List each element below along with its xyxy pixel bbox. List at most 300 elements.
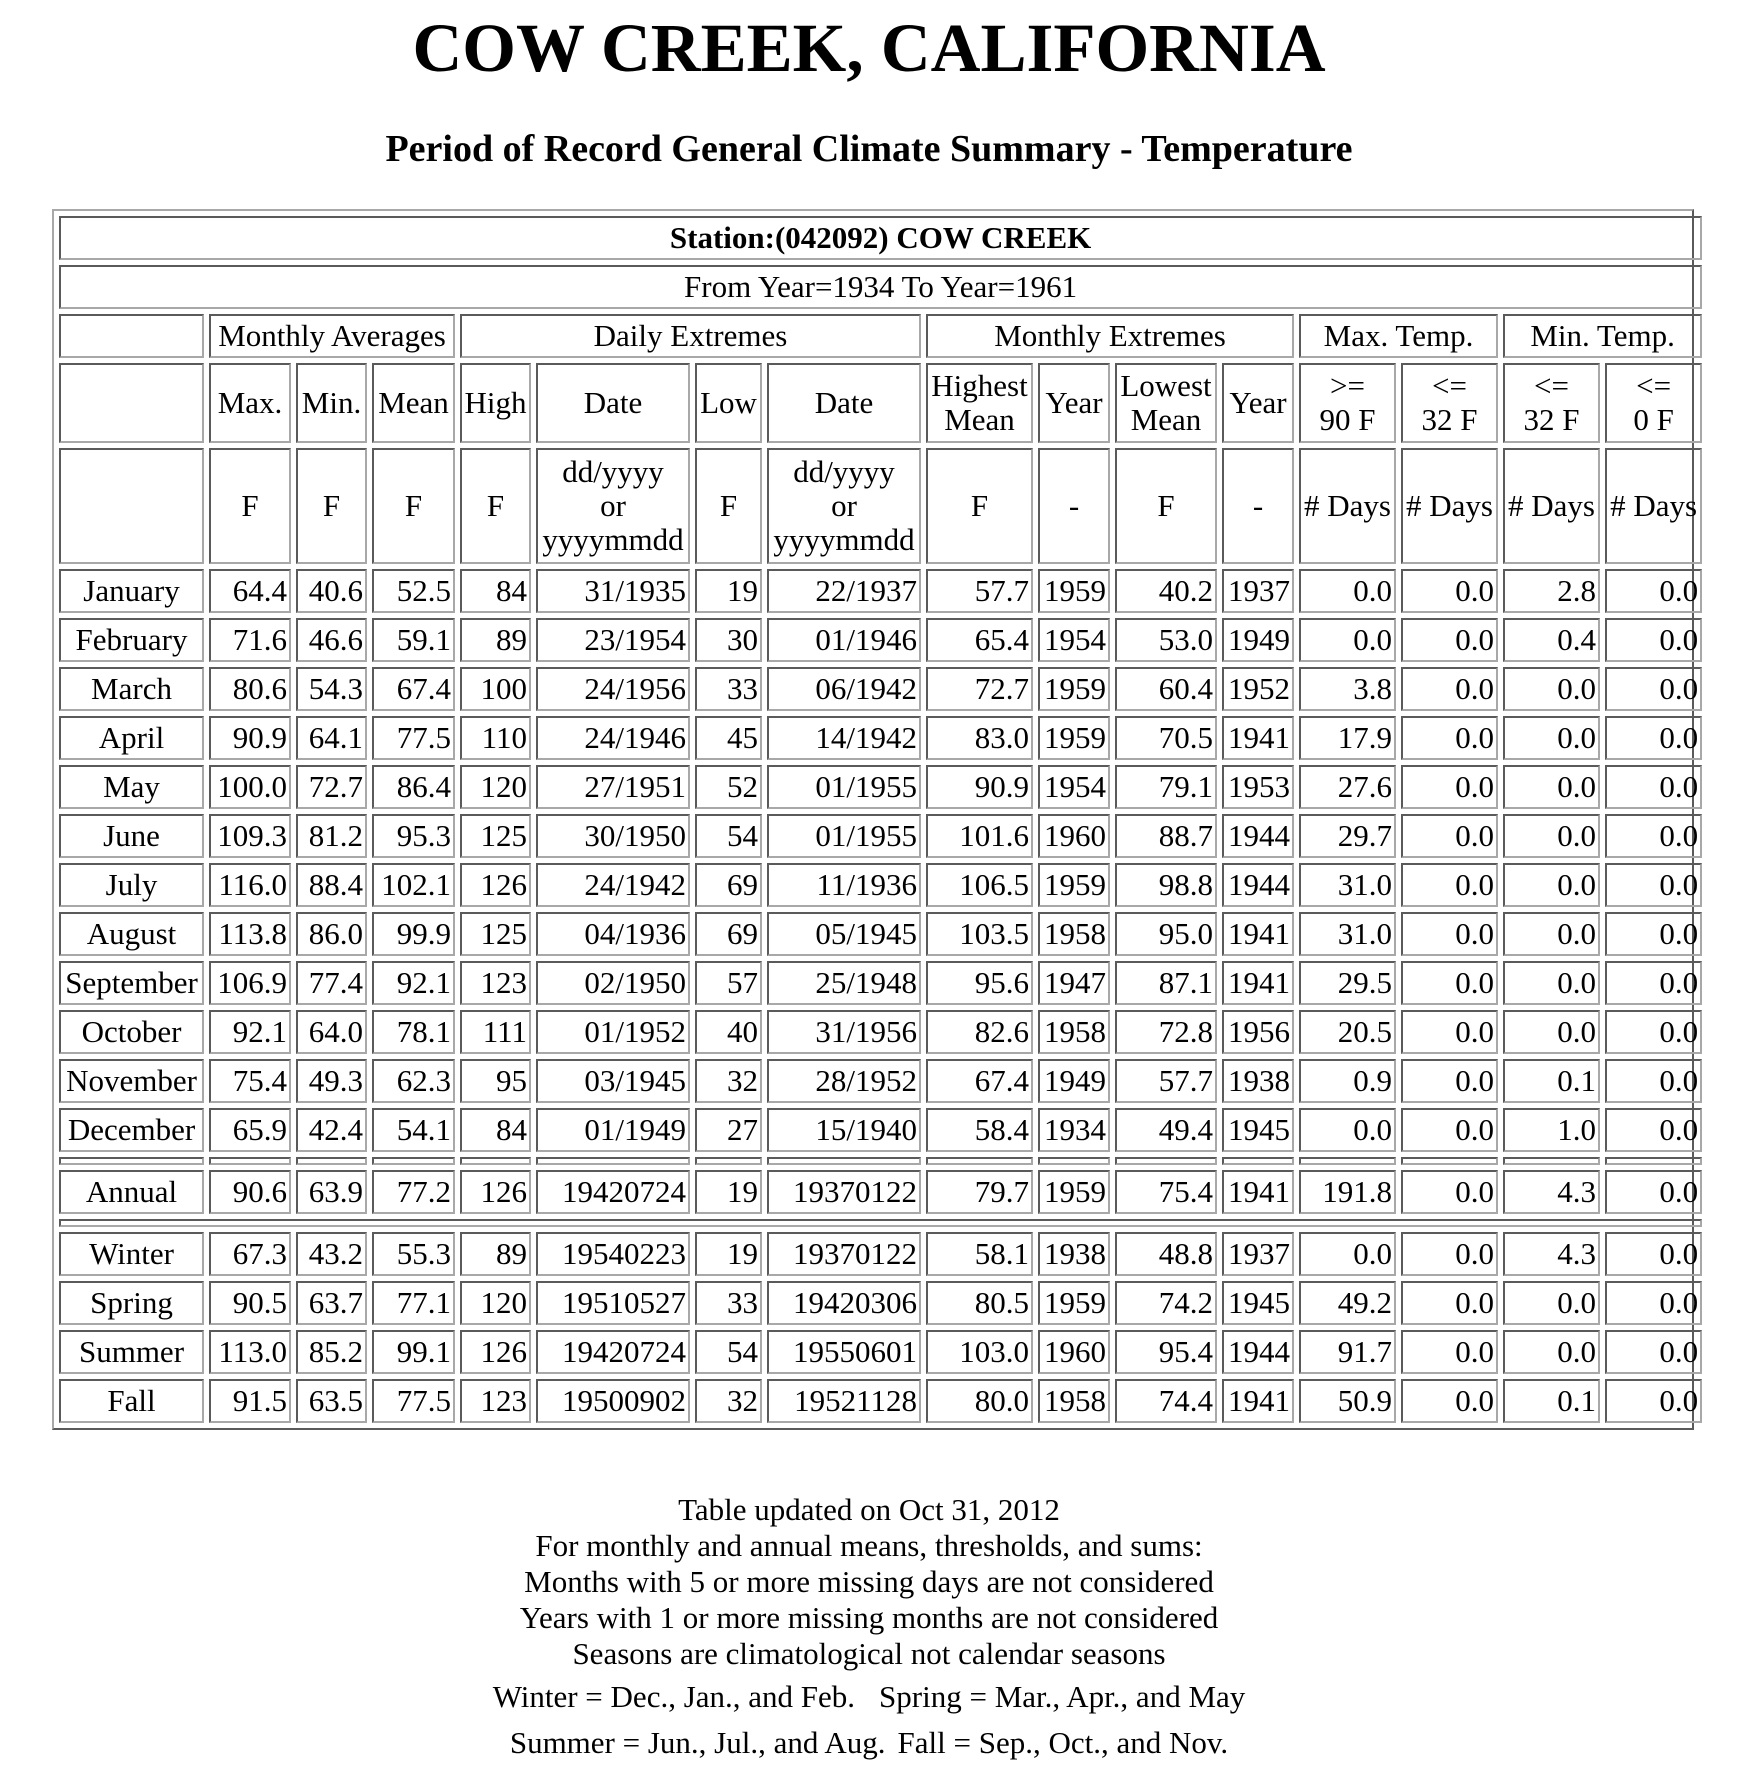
cell-low: 69	[695, 863, 762, 907]
cell-min: 54.3	[296, 667, 367, 711]
cell-ge-90: 0.9	[1299, 1059, 1396, 1103]
col-ge-90-l1: >=	[1330, 368, 1365, 403]
separator-cell	[536, 1157, 690, 1165]
footer-notes	[0, 1492, 1738, 1764]
col-le-32-max-l1: <=	[1432, 368, 1467, 403]
cell-ge-90: 17.9	[1299, 716, 1396, 760]
cell-max: 113.8	[209, 912, 291, 956]
cell-lowest-mean: 48.8	[1115, 1232, 1217, 1276]
cell-lowest-mean: 79.1	[1115, 765, 1217, 809]
cell-highest-mean: 80.5	[926, 1281, 1033, 1325]
column-header-row	[59, 363, 1702, 443]
cell-label: August	[59, 912, 204, 956]
footer-note-2: Months with 5 or more missing days are not considered	[524, 1564, 1214, 1599]
unit-year-lowest: -	[1222, 448, 1294, 564]
cell-year-highest: 1949	[1038, 1059, 1110, 1103]
cell-low: 33	[695, 667, 762, 711]
cell-label: Winter	[59, 1232, 204, 1276]
footer-spring-def: Spring = Mar., Apr., and May	[879, 1679, 1246, 1714]
climate-summary-table	[54, 211, 1707, 1428]
cell-le-0: 0.0	[1605, 814, 1702, 858]
cell-le-32-max: 0.0	[1401, 961, 1498, 1005]
cell-le-0: 0.0	[1605, 1232, 1702, 1276]
cell-ge-90: 49.2	[1299, 1281, 1396, 1325]
cell-label: Summer	[59, 1330, 204, 1374]
col-le-32-min	[1503, 363, 1600, 443]
cell-year-highest: 1959	[1038, 1170, 1110, 1214]
footer-note-1: For monthly and annual means, thresholds, and sums:	[535, 1528, 1203, 1563]
cell-le-32-max: 0.0	[1401, 1232, 1498, 1276]
cell-min: 63.5	[296, 1379, 367, 1423]
cell-low: 27	[695, 1108, 762, 1152]
cell-min: 72.7	[296, 765, 367, 809]
cell-le-32-min: 0.0	[1503, 716, 1600, 760]
month-row	[59, 618, 1702, 662]
cell-date-high: 19510527	[536, 1281, 690, 1325]
cell-lowest-mean: 87.1	[1115, 961, 1217, 1005]
unit-highest-mean: F	[926, 448, 1033, 564]
col-ge-90-l2: 90 F	[1319, 402, 1376, 437]
cell-le-0: 0.0	[1605, 863, 1702, 907]
unit-ge-90: # Days	[1299, 448, 1396, 564]
cell-highest-mean: 72.7	[926, 667, 1033, 711]
col-highest-mean	[926, 363, 1033, 443]
cell-le-32-min: 0.0	[1503, 814, 1600, 858]
cell-label: Fall	[59, 1379, 204, 1423]
cell-date-high: 03/1945	[536, 1059, 690, 1103]
unit-date-high-l2: or	[600, 488, 626, 523]
cell-lowest-mean: 49.4	[1115, 1108, 1217, 1152]
period-row	[59, 265, 1702, 309]
cell-le-0: 0.0	[1605, 667, 1702, 711]
cell-date-high: 24/1956	[536, 667, 690, 711]
cell-low: 19	[695, 569, 762, 613]
month-row	[59, 569, 1702, 613]
unit-year-highest: -	[1038, 448, 1110, 564]
month-row	[59, 863, 1702, 907]
cell-high: 123	[460, 961, 531, 1005]
separator-cell	[209, 1157, 291, 1165]
cell-year-highest: 1959	[1038, 863, 1110, 907]
footer-season-line-1	[0, 1676, 1738, 1718]
group-header-row	[59, 314, 1702, 358]
cell-highest-mean: 83.0	[926, 716, 1033, 760]
cell-le-32-max: 0.0	[1401, 569, 1498, 613]
cell-high: 89	[460, 1232, 531, 1276]
col-min: Min.	[296, 363, 367, 443]
group-header-blank	[59, 314, 204, 358]
cell-le-32-min: 2.8	[1503, 569, 1600, 613]
cell-mean: 77.1	[372, 1281, 455, 1325]
page-title: COW CREEK, CALIFORNIA	[412, 10, 1326, 86]
cell-le-32-min: 0.0	[1503, 667, 1600, 711]
cell-high: 111	[460, 1010, 531, 1054]
col-le-32-max-l2: 32 F	[1421, 402, 1478, 437]
cell-year-lowest: 1944	[1222, 1330, 1294, 1374]
cell-year-lowest: 1949	[1222, 618, 1294, 662]
cell-le-32-max: 0.0	[1401, 716, 1498, 760]
cell-le-32-max: 0.0	[1401, 1281, 1498, 1325]
cell-date-high: 27/1951	[536, 765, 690, 809]
cell-le-0: 0.0	[1605, 1170, 1702, 1214]
cell-le-0: 0.0	[1605, 1010, 1702, 1054]
cell-max: 100.0	[209, 765, 291, 809]
cell-year-highest: 1954	[1038, 765, 1110, 809]
separator-cell	[1503, 1157, 1600, 1165]
unit-date-high-l3: yyyymmdd	[542, 522, 684, 557]
cell-le-0: 0.0	[1605, 1330, 1702, 1374]
cell-date-high: 23/1954	[536, 618, 690, 662]
col-le-0-l1: <=	[1636, 368, 1672, 403]
cell-label: February	[59, 618, 204, 662]
cell-le-0: 0.0	[1605, 1108, 1702, 1152]
separator-cell	[1401, 1157, 1498, 1165]
col-le-0	[1605, 363, 1702, 443]
cell-year-highest: 1958	[1038, 912, 1110, 956]
cell-year-lowest: 1941	[1222, 1170, 1294, 1214]
col-date-low: Date	[767, 363, 921, 443]
col-year-highest: Year	[1038, 363, 1110, 443]
cell-low: 45	[695, 716, 762, 760]
cell-highest-mean: 106.5	[926, 863, 1033, 907]
cell-highest-mean: 103.0	[926, 1330, 1033, 1374]
cell-date-low: 22/1937	[767, 569, 921, 613]
cell-le-0: 0.0	[1605, 618, 1702, 662]
cell-year-lowest: 1944	[1222, 814, 1294, 858]
separator-cell	[296, 1157, 367, 1165]
separator-cell	[695, 1157, 762, 1165]
cell-max: 113.0	[209, 1330, 291, 1374]
cell-year-highest: 1960	[1038, 1330, 1110, 1374]
cell-max: 75.4	[209, 1059, 291, 1103]
cell-date-low: 19370122	[767, 1170, 921, 1214]
cell-min: 63.7	[296, 1281, 367, 1325]
col-lowest-mean-l1: Lowest	[1120, 368, 1212, 403]
climate-table-frame	[52, 209, 1699, 1430]
col-le-0-l2: 0 F	[1633, 402, 1674, 437]
group-monthly-averages: Monthly Averages	[209, 314, 455, 358]
cell-year-highest: 1958	[1038, 1010, 1110, 1054]
footer-fall-def: Fall = Sep., Oct., and Nov.	[897, 1725, 1229, 1760]
cell-highest-mean: 95.6	[926, 961, 1033, 1005]
unit-max: F	[209, 448, 291, 564]
unit-high: F	[460, 448, 531, 564]
cell-high: 100	[460, 667, 531, 711]
season-row	[59, 1281, 1702, 1325]
cell-mean: 62.3	[372, 1059, 455, 1103]
col-ge-90	[1299, 363, 1396, 443]
cell-year-lowest: 1941	[1222, 961, 1294, 1005]
cell-le-32-max: 0.0	[1401, 1379, 1498, 1423]
season-row	[59, 1379, 1702, 1423]
separator-cell	[1605, 1157, 1702, 1165]
cell-ge-90: 29.7	[1299, 814, 1396, 858]
cell-date-high: 04/1936	[536, 912, 690, 956]
footer-note-4: Seasons are climatological not calendar seasons	[572, 1636, 1166, 1671]
unit-min: F	[296, 448, 367, 564]
cell-date-high: 19540223	[536, 1232, 690, 1276]
cell-high: 125	[460, 814, 531, 858]
col-mean: Mean	[372, 363, 455, 443]
cell-le-32-max: 0.0	[1401, 912, 1498, 956]
cell-lowest-mean: 40.2	[1115, 569, 1217, 613]
cell-date-low: 31/1956	[767, 1010, 921, 1054]
units-row	[59, 448, 1702, 564]
cell-lowest-mean: 60.4	[1115, 667, 1217, 711]
cell-mean: 102.1	[372, 863, 455, 907]
cell-date-low: 19420306	[767, 1281, 921, 1325]
cell-lowest-mean: 57.7	[1115, 1059, 1217, 1103]
cell-high: 95	[460, 1059, 531, 1103]
cell-min: 81.2	[296, 814, 367, 858]
cell-year-highest: 1959	[1038, 667, 1110, 711]
cell-low: 54	[695, 1330, 762, 1374]
cell-date-low: 19521128	[767, 1379, 921, 1423]
annual-row	[59, 1170, 1702, 1214]
cell-date-low: 05/1945	[767, 912, 921, 956]
cell-max: 90.6	[209, 1170, 291, 1214]
cell-year-highest: 1960	[1038, 814, 1110, 858]
cell-max: 90.5	[209, 1281, 291, 1325]
cell-mean: 67.4	[372, 667, 455, 711]
col-lowest-mean-l2: Mean	[1130, 402, 1202, 437]
cell-year-lowest: 1941	[1222, 912, 1294, 956]
cell-label: Annual	[59, 1170, 204, 1214]
cell-label: May	[59, 765, 204, 809]
cell-date-low: 15/1940	[767, 1108, 921, 1152]
cell-highest-mean: 103.5	[926, 912, 1033, 956]
cell-high: 110	[460, 716, 531, 760]
cell-min: 43.2	[296, 1232, 367, 1276]
cell-mean: 77.5	[372, 1379, 455, 1423]
season-row	[59, 1232, 1702, 1276]
unit-date-high	[536, 448, 690, 564]
separator-cell	[1222, 1157, 1294, 1165]
station-row	[59, 216, 1702, 260]
cell-min: 64.1	[296, 716, 367, 760]
cell-mean: 99.9	[372, 912, 455, 956]
col-le-32-min-l1: <=	[1534, 368, 1569, 403]
col-low: Low	[695, 363, 762, 443]
month-row	[59, 1010, 1702, 1054]
col-highest-mean-l2: Mean	[944, 402, 1015, 437]
separator-cell	[372, 1157, 455, 1165]
cell-date-high: 24/1946	[536, 716, 690, 760]
cell-low: 32	[695, 1379, 762, 1423]
cell-date-low: 01/1946	[767, 618, 921, 662]
cell-le-0: 0.0	[1605, 1059, 1702, 1103]
cell-le-32-min: 0.0	[1503, 1010, 1600, 1054]
separator-cell	[1115, 1157, 1217, 1165]
cell-le-32-min: 0.1	[1503, 1059, 1600, 1103]
cell-le-32-min: 0.1	[1503, 1379, 1600, 1423]
cell-year-highest: 1959	[1038, 569, 1110, 613]
unit-lowest-mean: F	[1115, 448, 1217, 564]
col-high: High	[460, 363, 531, 443]
separator-row	[59, 1157, 1702, 1165]
cell-min: 77.4	[296, 961, 367, 1005]
cell-le-0: 0.0	[1605, 1379, 1702, 1423]
cell-low: 69	[695, 912, 762, 956]
cell-le-32-max: 0.0	[1401, 1170, 1498, 1214]
cell-high: 123	[460, 1379, 531, 1423]
cell-year-lowest: 1953	[1222, 765, 1294, 809]
cell-ge-90: 91.7	[1299, 1330, 1396, 1374]
unit-le-32-max: # Days	[1401, 448, 1498, 564]
cell-le-32-min: 0.4	[1503, 618, 1600, 662]
cell-year-lowest: 1938	[1222, 1059, 1294, 1103]
cell-ge-90: 29.5	[1299, 961, 1396, 1005]
cell-year-highest: 1959	[1038, 716, 1110, 760]
cell-low: 52	[695, 765, 762, 809]
cell-high: 120	[460, 765, 531, 809]
unit-mean: F	[372, 448, 455, 564]
separator-cell	[460, 1157, 531, 1165]
cell-low: 30	[695, 618, 762, 662]
cell-year-highest: 1959	[1038, 1281, 1110, 1325]
separator-cell	[59, 1219, 1702, 1227]
cell-label: June	[59, 814, 204, 858]
cell-year-highest: 1934	[1038, 1108, 1110, 1152]
col-date-high: Date	[536, 363, 690, 443]
cell-year-lowest: 1956	[1222, 1010, 1294, 1054]
cell-label: March	[59, 667, 204, 711]
footer-summer-def: Summer = Jun., Jul., and Aug.	[509, 1725, 886, 1760]
cell-date-high: 19500902	[536, 1379, 690, 1423]
cell-mean: 55.3	[372, 1232, 455, 1276]
month-row	[59, 1108, 1702, 1152]
cell-year-lowest: 1941	[1222, 716, 1294, 760]
cell-highest-mean: 80.0	[926, 1379, 1033, 1423]
column-header-blank	[59, 363, 204, 443]
period-cell: From Year=1934 To Year=1961	[59, 265, 1702, 309]
cell-min: 49.3	[296, 1059, 367, 1103]
cell-low: 33	[695, 1281, 762, 1325]
season-row	[59, 1330, 1702, 1374]
cell-high: 126	[460, 1170, 531, 1214]
cell-year-lowest: 1952	[1222, 667, 1294, 711]
cell-max: 64.4	[209, 569, 291, 613]
group-daily-extremes: Daily Extremes	[460, 314, 921, 358]
cell-high: 89	[460, 618, 531, 662]
cell-le-32-max: 0.0	[1401, 765, 1498, 809]
cell-le-32-min: 1.0	[1503, 1108, 1600, 1152]
cell-le-32-min: 0.0	[1503, 1330, 1600, 1374]
cell-le-32-max: 0.0	[1401, 667, 1498, 711]
cell-date-low: 14/1942	[767, 716, 921, 760]
group-max-temp: Max. Temp.	[1299, 314, 1498, 358]
cell-year-lowest: 1945	[1222, 1281, 1294, 1325]
cell-date-low: 06/1942	[767, 667, 921, 711]
cell-label: Spring	[59, 1281, 204, 1325]
cell-date-low: 28/1952	[767, 1059, 921, 1103]
cell-mean: 52.5	[372, 569, 455, 613]
cell-max: 80.6	[209, 667, 291, 711]
cell-max: 90.9	[209, 716, 291, 760]
cell-highest-mean: 65.4	[926, 618, 1033, 662]
cell-max: 65.9	[209, 1108, 291, 1152]
cell-lowest-mean: 53.0	[1115, 618, 1217, 662]
cell-date-high: 24/1942	[536, 863, 690, 907]
cell-date-low: 01/1955	[767, 765, 921, 809]
cell-max: 91.5	[209, 1379, 291, 1423]
cell-min: 63.9	[296, 1170, 367, 1214]
cell-label: September	[59, 961, 204, 1005]
cell-label: October	[59, 1010, 204, 1054]
cell-label: December	[59, 1108, 204, 1152]
cell-date-low: 25/1948	[767, 961, 921, 1005]
cell-date-high: 02/1950	[536, 961, 690, 1005]
separator-row-full	[59, 1219, 1702, 1227]
unit-date-low-l2: or	[831, 488, 857, 523]
station-cell: Station:(042092) COW CREEK	[59, 216, 1702, 260]
month-row	[59, 1059, 1702, 1103]
cell-highest-mean: 57.7	[926, 569, 1033, 613]
group-min-temp: Min. Temp.	[1503, 314, 1702, 358]
cell-mean: 59.1	[372, 618, 455, 662]
col-le-32-max	[1401, 363, 1498, 443]
cell-low: 19	[695, 1232, 762, 1276]
cell-label: January	[59, 569, 204, 613]
cell-min: 86.0	[296, 912, 367, 956]
month-row	[59, 716, 1702, 760]
cell-min: 40.6	[296, 569, 367, 613]
col-highest-mean-l1: Highest	[931, 368, 1028, 403]
cell-min: 64.0	[296, 1010, 367, 1054]
cell-year-lowest: 1937	[1222, 569, 1294, 613]
cell-date-high: 30/1950	[536, 814, 690, 858]
cell-max: 106.9	[209, 961, 291, 1005]
cell-date-high: 01/1949	[536, 1108, 690, 1152]
page-subtitle: Period of Record General Climate Summary - Temperature	[385, 128, 1353, 170]
cell-mean: 78.1	[372, 1010, 455, 1054]
month-row	[59, 961, 1702, 1005]
cell-low: 32	[695, 1059, 762, 1103]
cell-low: 19	[695, 1170, 762, 1214]
unit-le-32-min: # Days	[1503, 448, 1600, 564]
cell-low: 54	[695, 814, 762, 858]
cell-date-low: 19370122	[767, 1232, 921, 1276]
cell-label: November	[59, 1059, 204, 1103]
cell-mean: 99.1	[372, 1330, 455, 1374]
separator-cell	[767, 1157, 921, 1165]
cell-le-32-min: 4.3	[1503, 1232, 1600, 1276]
footer-note-3: Years with 1 or more missing months are not considered	[519, 1600, 1219, 1635]
unit-date-low-l1: dd/yyyy	[793, 454, 895, 489]
cell-le-32-max: 0.0	[1401, 1108, 1498, 1152]
cell-le-32-min: 0.0	[1503, 961, 1600, 1005]
cell-date-high: 19420724	[536, 1170, 690, 1214]
cell-mean: 86.4	[372, 765, 455, 809]
cell-le-32-min: 4.3	[1503, 1170, 1600, 1214]
cell-high: 125	[460, 912, 531, 956]
cell-le-0: 0.0	[1605, 569, 1702, 613]
cell-le-0: 0.0	[1605, 765, 1702, 809]
cell-year-lowest: 1944	[1222, 863, 1294, 907]
cell-low: 57	[695, 961, 762, 1005]
cell-max: 92.1	[209, 1010, 291, 1054]
cell-lowest-mean: 72.8	[1115, 1010, 1217, 1054]
cell-mean: 92.1	[372, 961, 455, 1005]
cell-year-highest: 1954	[1038, 618, 1110, 662]
cell-ge-90: 0.0	[1299, 1232, 1396, 1276]
cell-highest-mean: 101.6	[926, 814, 1033, 858]
footer-winter-def: Winter = Dec., Jan., and Feb.	[492, 1679, 856, 1714]
separator-cell	[1038, 1157, 1110, 1165]
month-row	[59, 814, 1702, 858]
cell-le-32-max: 0.0	[1401, 618, 1498, 662]
cell-date-low: 11/1936	[767, 863, 921, 907]
